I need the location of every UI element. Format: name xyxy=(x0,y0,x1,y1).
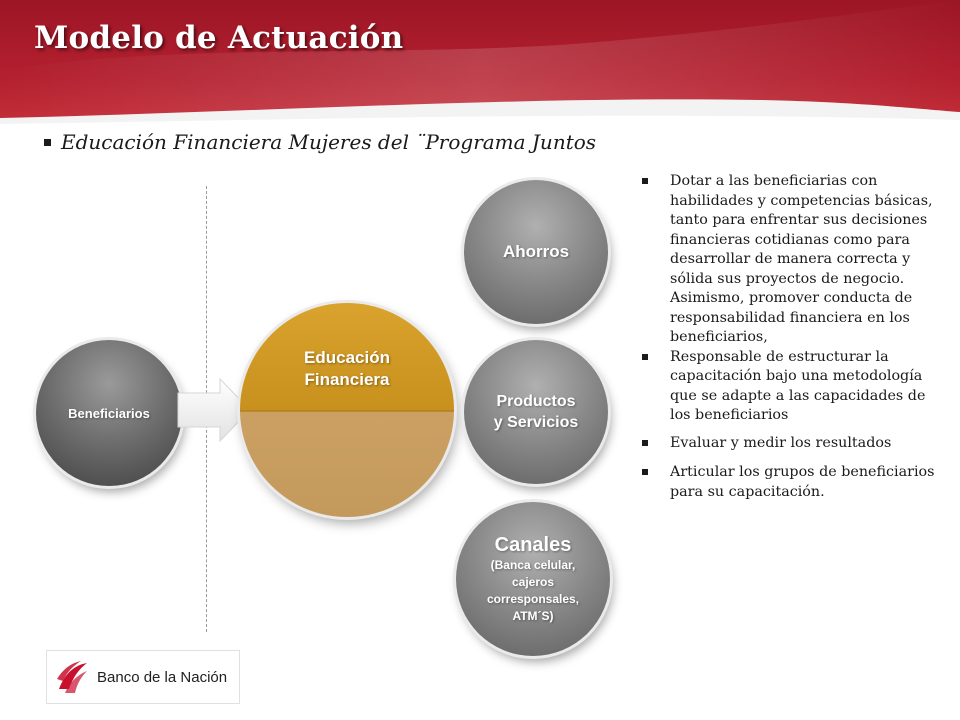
header-banner xyxy=(0,0,960,130)
educacion-financiera-label xyxy=(240,347,454,391)
canales-title: Canales xyxy=(494,534,572,556)
canales-circle xyxy=(456,502,610,656)
list-item-text: Responsable de estructurar la capacitación bajo una metodología que se adapte a las capacidades de los beneficiarios xyxy=(670,348,926,423)
square-bullet-icon xyxy=(642,469,648,475)
canales-detail-1: (Banca celular, xyxy=(490,558,576,572)
canales-detail-2: cajeros xyxy=(511,575,555,589)
bank-logo-icon xyxy=(55,659,89,695)
bank-logo-text: Banco de la Nación xyxy=(97,668,228,686)
square-bullet-icon xyxy=(44,139,51,146)
square-bullet-icon xyxy=(642,440,648,446)
list-item xyxy=(642,348,942,426)
list-item xyxy=(642,463,942,502)
productos-line-2: y Servicios xyxy=(493,414,579,431)
canales-detail-4: ATM´S) xyxy=(512,609,554,623)
educacion-line-1: Educación xyxy=(304,348,390,367)
subtitle-text: Educación Financiera Mujeres del ¨Programa Juntos xyxy=(61,130,597,154)
ahorros-label: Ahorros xyxy=(502,242,570,261)
list-item-text: Evaluar y medir los resultados xyxy=(670,434,892,451)
beneficiarios-label: Beneficiarios xyxy=(68,405,150,421)
page-title: Modelo de Actuación xyxy=(34,20,404,56)
educacion-financiera-circle xyxy=(240,303,454,517)
square-bullet-icon xyxy=(642,178,648,184)
educacion-line-2: Financiera xyxy=(304,370,390,389)
productos-line-1: Productos xyxy=(496,393,576,410)
list-item xyxy=(642,434,942,454)
objectives-list xyxy=(642,172,942,502)
subtitle xyxy=(44,130,596,154)
bank-logo xyxy=(46,650,240,704)
list-item-text: Articular los grupos de beneficiarios para su capacitación. xyxy=(670,464,935,500)
productos-servicios-circle xyxy=(464,340,608,484)
list-item xyxy=(642,172,942,348)
ahorros-circle xyxy=(464,180,608,324)
canales-detail-3: corresponsales, xyxy=(486,592,580,606)
list-item-text: Dotar a las beneficiarias con habilidades y competencias básicas, tanto para enfrentar sus decisiones financieras cotidianas como para desarrollar de manera correcta y sólida sus proyectos de negocio. Asimismo, promover conducta de responsabilidad financiera en los beneficiarios, xyxy=(670,173,933,345)
square-bullet-icon xyxy=(642,354,648,360)
beneficiarios-circle xyxy=(36,340,182,486)
